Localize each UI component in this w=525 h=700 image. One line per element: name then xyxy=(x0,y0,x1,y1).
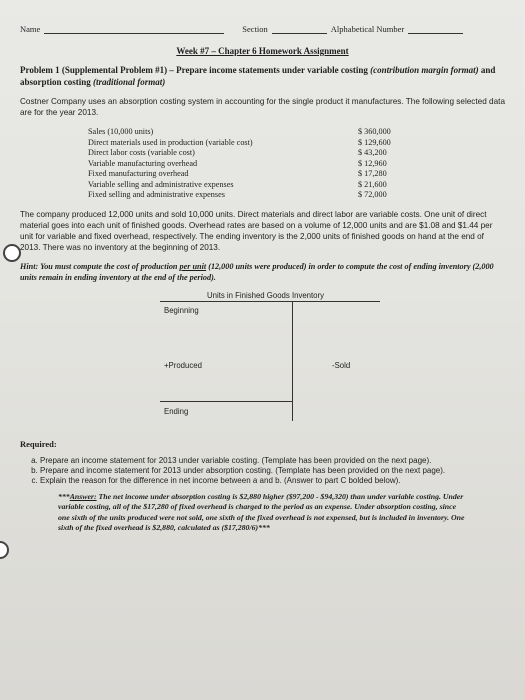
data-row-label: Fixed selling and administrative expenses xyxy=(88,190,225,199)
data-row-amount: $ 43,200 xyxy=(358,148,387,157)
problem-heading-italic: (contribution margin format) xyxy=(370,65,479,75)
name-label: Name xyxy=(20,24,41,34)
data-row-amount: $ 12,960 xyxy=(358,158,387,168)
hint-text-pre: You must compute the cost of production xyxy=(40,261,178,271)
data-row xyxy=(88,127,418,138)
required-item: b. Prepare and income statement for 2013 under absorption costing. (Template has been provided on the next page). xyxy=(40,466,505,476)
assignment-title: Week #7 – Chapter 6 Homework Assignment xyxy=(176,46,349,56)
name-blank xyxy=(44,24,224,34)
data-row-label: Sales (10,000 units) xyxy=(88,127,154,136)
data-row-amount: $ 21,600 xyxy=(358,179,387,189)
data-row xyxy=(88,148,418,159)
data-row-label: Variable manufacturing overhead xyxy=(88,158,198,168)
section-blank xyxy=(272,24,327,34)
t-account-title: Units in Finished Goods Inventory xyxy=(207,290,325,300)
t-account-top-line xyxy=(160,301,380,302)
data-row xyxy=(88,159,418,170)
alphabetical-number-label: Alphabetical Number xyxy=(330,24,405,34)
answer-text: The net income under absorption costing is $2,880 higher ($97,200 - $94,320) than under variable costing. Under variable costing, all of the $17,280 of fixed overhead is charged to the period as an expense. Under absorption costing, since one sixth of the units produced were not sold, one sixth of the fixed overhead is not expensed, but is included in inventory. One sixth of the fixed overhead is $2,880, calculated as ($17,280/6)*** xyxy=(58,491,465,532)
required-title: Required: xyxy=(20,438,57,449)
binder-hole xyxy=(3,244,21,262)
section-label: Section xyxy=(242,24,268,34)
intro-paragraph: Costner Company uses an absorption costing system in accounting for the single product it manufactures. The following selected data are for the year 2013. xyxy=(20,97,505,117)
required-item: a. Prepare an income statement for 2013 under variable costing. (Template has been provided on the next page). xyxy=(40,456,505,466)
answer-prefix: *** xyxy=(58,491,70,501)
selected-data-table xyxy=(88,127,418,201)
data-row xyxy=(88,190,418,201)
production-paragraph: The company produced 12,000 units and sold 10,000 units. Direct materials and direct labor are variable costs. One unit of direct material goes into each unit of finished goods. Overhead rates are based on a volume of 12,000 units and are $1.08 and $1.44 per unit for variable and fixed overhead, respectively. The ending inventory is the 2,000 units of finished goods on hand at the end of 2013. There was no inventory at the beginning of 2013. xyxy=(20,209,493,252)
required-list xyxy=(20,456,505,486)
data-row-label: Fixed manufacturing overhead xyxy=(88,169,189,178)
t-account-beginning: Beginning xyxy=(164,305,199,315)
data-row-amount: $ 360,000 xyxy=(358,127,391,136)
data-row-label: Direct labor costs (variable cost) xyxy=(88,148,195,157)
data-row-label: Variable selling and administrative expenses xyxy=(88,179,234,189)
t-account-vertical-line xyxy=(292,301,293,421)
data-row xyxy=(88,138,418,149)
data-row-label: Direct materials used in production (variable cost) xyxy=(88,137,253,147)
data-row-amount: $ 72,000 xyxy=(358,190,387,199)
t-account-ending: Ending xyxy=(164,406,189,416)
t-account-bottom-line xyxy=(160,401,292,402)
answer-paragraph xyxy=(20,492,505,534)
problem-heading-text-2: and absorption costing xyxy=(20,65,496,87)
hint-label: Hint: xyxy=(20,261,39,271)
required-item: c. Explain the reason for the difference in net income between a and b. (Answer to part C bolded below). xyxy=(40,476,505,486)
alphabetical-number-blank xyxy=(408,24,463,34)
data-row-amount: $ 129,600 xyxy=(358,137,391,147)
problem-heading-text: Problem 1 (Supplemental Problem #1) – Prepare income statements under variable costing xyxy=(20,65,368,75)
hint-text-post: (12,000 units were produced) in order to compute the cost of ending inventory (2,000 units remain in ending inventory at the end of the period). xyxy=(20,261,494,282)
data-row xyxy=(88,169,418,180)
data-row-amount: $ 17,280 xyxy=(358,169,387,178)
header-fields xyxy=(20,24,505,34)
binder-hole xyxy=(0,541,9,559)
answer-label: Answer: xyxy=(69,491,97,501)
hint-underlined: per unit xyxy=(179,261,207,271)
t-account-diagram xyxy=(160,291,380,421)
data-row xyxy=(88,180,418,191)
t-account-sold: -Sold xyxy=(332,360,351,370)
problem-heading-italic-2: (traditional format) xyxy=(93,77,166,87)
hint-paragraph xyxy=(20,261,505,283)
t-account-produced: +Produced xyxy=(164,360,202,370)
problem-heading xyxy=(20,64,505,88)
